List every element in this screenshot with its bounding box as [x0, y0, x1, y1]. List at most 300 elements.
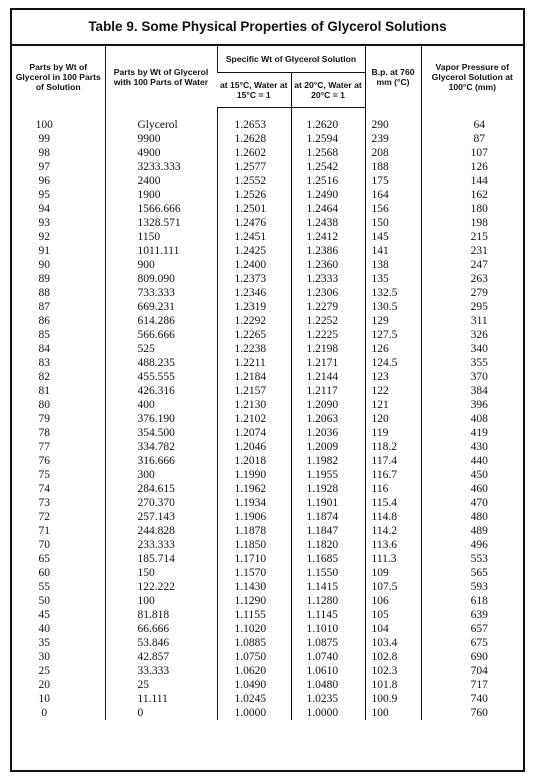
cell-specific-weight-15c: 1.2577 — [217, 160, 291, 174]
cell-parts-with-water: 257.143 — [105, 510, 217, 524]
cell-parts-with-water: 376.190 — [105, 412, 217, 426]
cell-boiling-point: 115.4 — [365, 496, 421, 510]
cell-parts-in-solution: 60 — [38, 567, 50, 579]
cell-boiling-point: 135 — [365, 272, 421, 286]
cell-parts-with-water: 25 — [105, 678, 217, 692]
cell-specific-weight-15c: 1.2292 — [217, 314, 291, 328]
cell-specific-weight-20c: 1.2090 — [291, 398, 365, 412]
cell-parts-in-solution: 99 — [38, 133, 50, 145]
cell-vapor-pressure: 618 — [421, 594, 523, 608]
cell-parts-in-solution: 76 — [38, 455, 50, 467]
cell-vapor-pressure: 460 — [421, 482, 523, 496]
cell-specific-weight-15c: 1.2653 — [217, 108, 291, 133]
cell-specific-weight-20c: 1.2464 — [291, 202, 365, 216]
cell-specific-weight-20c: 1.0235 — [291, 692, 365, 706]
glycerol-properties-table — [12, 46, 523, 720]
cell-boiling-point: 208 — [365, 146, 421, 160]
cell-specific-weight-15c: 1.1290 — [217, 594, 291, 608]
cell-specific-weight-20c: 1.1928 — [291, 482, 365, 496]
table-row — [12, 538, 523, 552]
cell-boiling-point: 124.5 — [365, 356, 421, 370]
table-row — [12, 286, 523, 300]
cell-parts-in-solution: 71 — [38, 525, 50, 537]
table-row — [12, 258, 523, 272]
table-row — [12, 356, 523, 370]
cell-specific-weight-20c: 1.2620 — [291, 108, 365, 133]
table-row — [12, 636, 523, 650]
cell-parts-with-water: 733.333 — [105, 286, 217, 300]
cell-specific-weight-20c: 1.0740 — [291, 650, 365, 664]
cell-specific-weight-20c: 1.2144 — [291, 370, 365, 384]
cell-specific-weight-20c: 1.2386 — [291, 244, 365, 258]
cell-vapor-pressure: 355 — [421, 356, 523, 370]
cell-specific-weight-20c: 1.2333 — [291, 272, 365, 286]
cell-parts-in-solution: 30 — [38, 651, 50, 663]
cell-specific-weight-15c: 1.2552 — [217, 174, 291, 188]
cell-boiling-point: 118.2 — [365, 440, 421, 454]
cell-parts-with-water: 3233.333 — [105, 160, 217, 174]
cell-parts-with-water: 354.500 — [105, 426, 217, 440]
cell-boiling-point: 119 — [365, 426, 421, 440]
cell-boiling-point: 126 — [365, 342, 421, 356]
cell-specific-weight-15c: 1.1990 — [217, 468, 291, 482]
cell-parts-with-water: 1011.111 — [105, 244, 217, 258]
cell-parts-with-water: 270.370 — [105, 496, 217, 510]
table-row — [12, 146, 523, 160]
cell-boiling-point: 188 — [365, 160, 421, 174]
cell-specific-weight-15c: 1.1962 — [217, 482, 291, 496]
cell-specific-weight-20c: 1.2225 — [291, 328, 365, 342]
cell-boiling-point: 138 — [365, 258, 421, 272]
header-boiling-point: B.p. at 760 mm (°C) — [365, 46, 421, 108]
cell-vapor-pressure: 340 — [421, 342, 523, 356]
table-row — [12, 608, 523, 622]
cell-specific-weight-15c: 1.1934 — [217, 496, 291, 510]
header-specific-weight-group: Specific Wt of Glycerol Solution — [217, 46, 365, 73]
cell-boiling-point: 106 — [365, 594, 421, 608]
cell-vapor-pressure: 279 — [421, 286, 523, 300]
cell-boiling-point: 114.8 — [365, 510, 421, 524]
cell-specific-weight-15c: 1.1878 — [217, 524, 291, 538]
cell-boiling-point: 100.9 — [365, 692, 421, 706]
cell-parts-with-water: 33.333 — [105, 664, 217, 678]
table-row — [12, 216, 523, 230]
cell-specific-weight-20c: 1.2516 — [291, 174, 365, 188]
cell-boiling-point: 175 — [365, 174, 421, 188]
table-row — [12, 412, 523, 426]
cell-parts-in-solution: 73 — [38, 497, 50, 509]
table-row — [12, 650, 523, 664]
cell-boiling-point: 109 — [365, 566, 421, 580]
cell-parts-in-solution: 87 — [38, 301, 50, 313]
cell-boiling-point: 127.5 — [365, 328, 421, 342]
cell-boiling-point: 105 — [365, 608, 421, 622]
cell-boiling-point: 101.8 — [365, 678, 421, 692]
cell-boiling-point: 164 — [365, 188, 421, 202]
cell-specific-weight-15c: 1.1570 — [217, 566, 291, 580]
cell-parts-with-water: 0 — [105, 706, 217, 720]
cell-parts-with-water: 81.818 — [105, 608, 217, 622]
cell-specific-weight-15c: 1.2211 — [217, 356, 291, 370]
table-row — [12, 692, 523, 706]
table-row — [12, 510, 523, 524]
cell-specific-weight-20c: 1.1685 — [291, 552, 365, 566]
cell-specific-weight-20c: 1.1280 — [291, 594, 365, 608]
table-row — [12, 188, 523, 202]
cell-specific-weight-15c: 1.0245 — [217, 692, 291, 706]
cell-specific-weight-20c: 1.2412 — [291, 230, 365, 244]
cell-parts-in-solution: 10 — [38, 693, 50, 705]
cell-specific-weight-15c: 1.2238 — [217, 342, 291, 356]
cell-parts-in-solution: 83 — [38, 357, 50, 369]
table-row — [12, 482, 523, 496]
cell-parts-in-solution: 75 — [38, 469, 50, 481]
cell-vapor-pressure: 657 — [421, 622, 523, 636]
cell-boiling-point: 123 — [365, 370, 421, 384]
cell-specific-weight-20c: 1.1550 — [291, 566, 365, 580]
cell-parts-with-water: 1150 — [105, 230, 217, 244]
cell-parts-in-solution: 82 — [38, 371, 50, 383]
table-row — [12, 580, 523, 594]
table-row — [12, 132, 523, 146]
cell-boiling-point: 102.3 — [365, 664, 421, 678]
cell-parts-in-solution: 98 — [38, 147, 50, 159]
cell-boiling-point: 121 — [365, 398, 421, 412]
table-row — [12, 342, 523, 356]
cell-specific-weight-20c: 1.1955 — [291, 468, 365, 482]
cell-parts-in-solution: 100 — [35, 118, 53, 131]
table-body — [12, 108, 523, 721]
cell-specific-weight-15c: 1.2628 — [217, 132, 291, 146]
cell-specific-weight-15c: 1.2074 — [217, 426, 291, 440]
cell-specific-weight-15c: 1.1430 — [217, 580, 291, 594]
cell-boiling-point: 122 — [365, 384, 421, 398]
cell-specific-weight-15c: 1.2102 — [217, 412, 291, 426]
cell-specific-weight-15c: 1.2602 — [217, 146, 291, 160]
cell-vapor-pressure: 311 — [421, 314, 523, 328]
cell-specific-weight-15c: 1.1020 — [217, 622, 291, 636]
cell-parts-with-water: 42.857 — [105, 650, 217, 664]
cell-parts-with-water: 11.111 — [105, 692, 217, 706]
table-row — [12, 174, 523, 188]
cell-vapor-pressure: 198 — [421, 216, 523, 230]
cell-specific-weight-15c: 1.2046 — [217, 440, 291, 454]
cell-specific-weight-15c: 1.2184 — [217, 370, 291, 384]
cell-parts-in-solution: 79 — [38, 413, 50, 425]
table-row — [12, 454, 523, 468]
table-page — [10, 8, 525, 772]
cell-boiling-point: 130.5 — [365, 300, 421, 314]
cell-specific-weight-20c: 1.2009 — [291, 440, 365, 454]
cell-parts-in-solution: 95 — [38, 189, 50, 201]
cell-vapor-pressure: 408 — [421, 412, 523, 426]
cell-boiling-point: 132.5 — [365, 286, 421, 300]
cell-parts-in-solution: 35 — [38, 637, 50, 649]
cell-specific-weight-15c: 1.2425 — [217, 244, 291, 258]
cell-parts-in-solution: 94 — [38, 203, 50, 215]
cell-vapor-pressure: 704 — [421, 664, 523, 678]
cell-vapor-pressure: 144 — [421, 174, 523, 188]
cell-specific-weight-20c: 1.2063 — [291, 412, 365, 426]
cell-vapor-pressure: 690 — [421, 650, 523, 664]
cell-parts-in-solution: 0 — [41, 707, 48, 719]
table-row — [12, 426, 523, 440]
cell-parts-with-water: Glycerol — [105, 108, 217, 133]
cell-specific-weight-15c: 1.2476 — [217, 216, 291, 230]
cell-specific-weight-15c: 1.0620 — [217, 664, 291, 678]
cell-specific-weight-15c: 1.2018 — [217, 454, 291, 468]
cell-parts-with-water: 9900 — [105, 132, 217, 146]
cell-vapor-pressure: 760 — [421, 706, 523, 720]
cell-parts-with-water: 316.666 — [105, 454, 217, 468]
cell-boiling-point: 117.4 — [365, 454, 421, 468]
cell-specific-weight-20c: 1.1145 — [291, 608, 365, 622]
cell-boiling-point: 120 — [365, 412, 421, 426]
cell-specific-weight-15c: 1.1906 — [217, 510, 291, 524]
cell-parts-with-water: 809.090 — [105, 272, 217, 286]
table-row — [12, 314, 523, 328]
cell-boiling-point: 145 — [365, 230, 421, 244]
cell-parts-with-water: 53.846 — [105, 636, 217, 650]
cell-parts-in-solution: 86 — [38, 315, 50, 327]
cell-vapor-pressure: 162 — [421, 188, 523, 202]
cell-parts-in-solution: 84 — [38, 343, 50, 355]
cell-vapor-pressure: 215 — [421, 230, 523, 244]
cell-specific-weight-15c: 1.2346 — [217, 286, 291, 300]
cell-parts-in-solution: 89 — [38, 273, 50, 285]
cell-parts-in-solution: 80 — [38, 399, 50, 411]
cell-parts-with-water: 66.666 — [105, 622, 217, 636]
cell-parts-in-solution: 70 — [38, 539, 50, 551]
header-specific-weight-15c: at 15°C, Water at 15°C = 1 — [217, 73, 291, 108]
cell-vapor-pressure: 107 — [421, 146, 523, 160]
cell-specific-weight-20c: 1.1901 — [291, 496, 365, 510]
cell-boiling-point: 114.2 — [365, 524, 421, 538]
cell-vapor-pressure: 370 — [421, 370, 523, 384]
cell-specific-weight-15c: 1.0750 — [217, 650, 291, 664]
table-row — [12, 552, 523, 566]
cell-parts-with-water: 426.316 — [105, 384, 217, 398]
cell-parts-with-water: 614.286 — [105, 314, 217, 328]
cell-vapor-pressure: 496 — [421, 538, 523, 552]
cell-parts-in-solution: 91 — [38, 245, 50, 257]
cell-parts-in-solution: 72 — [38, 511, 50, 523]
table-row — [12, 244, 523, 258]
cell-specific-weight-20c: 1.2306 — [291, 286, 365, 300]
cell-parts-with-water: 566.666 — [105, 328, 217, 342]
cell-parts-in-solution: 85 — [38, 329, 50, 341]
header-parts-in-solution: Parts by Wt of Glycerol in 100 Parts of Solution — [15, 61, 101, 92]
cell-specific-weight-20c: 1.2490 — [291, 188, 365, 202]
cell-parts-in-solution: 97 — [38, 161, 50, 173]
cell-boiling-point: 156 — [365, 202, 421, 216]
cell-specific-weight-15c: 1.2451 — [217, 230, 291, 244]
cell-parts-in-solution: 81 — [38, 385, 50, 397]
cell-specific-weight-20c: 1.1820 — [291, 538, 365, 552]
cell-specific-weight-20c: 1.2279 — [291, 300, 365, 314]
cell-parts-with-water: 284.615 — [105, 482, 217, 496]
table-row — [12, 594, 523, 608]
cell-specific-weight-15c: 1.2157 — [217, 384, 291, 398]
cell-parts-with-water: 300 — [105, 468, 217, 482]
cell-vapor-pressure: 396 — [421, 398, 523, 412]
cell-specific-weight-20c: 1.1847 — [291, 524, 365, 538]
cell-specific-weight-20c: 1.2117 — [291, 384, 365, 398]
cell-specific-weight-20c: 1.2252 — [291, 314, 365, 328]
cell-specific-weight-20c: 1.0610 — [291, 664, 365, 678]
cell-vapor-pressure: 430 — [421, 440, 523, 454]
cell-parts-with-water: 525 — [105, 342, 217, 356]
table-row — [12, 230, 523, 244]
cell-parts-in-solution: 78 — [38, 427, 50, 439]
table-header — [12, 46, 523, 108]
cell-parts-in-solution: 25 — [38, 665, 50, 677]
table-row — [12, 440, 523, 454]
cell-boiling-point: 116.7 — [365, 468, 421, 482]
cell-parts-in-solution: 55 — [38, 581, 50, 593]
header-specific-weight-20c: at 20°C, Water at 20°C = 1 — [291, 73, 365, 108]
cell-boiling-point: 111.3 — [365, 552, 421, 566]
cell-specific-weight-20c: 1.1982 — [291, 454, 365, 468]
cell-vapor-pressure: 247 — [421, 258, 523, 272]
table-title: Table 9. Some Physical Properties of Glycerol Solutions — [12, 10, 523, 46]
table-row — [12, 496, 523, 510]
cell-vapor-pressure: 593 — [421, 580, 523, 594]
cell-specific-weight-20c: 1.0480 — [291, 678, 365, 692]
table-row — [12, 160, 523, 174]
table-row — [12, 108, 523, 133]
cell-parts-with-water: 1566.666 — [105, 202, 217, 216]
table-row — [12, 566, 523, 580]
cell-vapor-pressure: 480 — [421, 510, 523, 524]
cell-parts-in-solution: 77 — [38, 441, 50, 453]
table-row — [12, 524, 523, 538]
cell-vapor-pressure: 717 — [421, 678, 523, 692]
cell-parts-in-solution: 88 — [38, 287, 50, 299]
cell-specific-weight-15c: 1.0885 — [217, 636, 291, 650]
cell-parts-in-solution: 65 — [38, 553, 50, 565]
cell-boiling-point: 103.4 — [365, 636, 421, 650]
cell-specific-weight-15c: 1.2400 — [217, 258, 291, 272]
cell-parts-with-water: 669.231 — [105, 300, 217, 314]
cell-parts-with-water: 185.714 — [105, 552, 217, 566]
header-vapor-pressure: Vapor Pressure of Glycerol Solution at 100°C (mm) — [421, 46, 523, 108]
cell-parts-with-water: 122.222 — [105, 580, 217, 594]
cell-parts-with-water: 1900 — [105, 188, 217, 202]
table-row — [12, 384, 523, 398]
cell-vapor-pressure: 553 — [421, 552, 523, 566]
cell-specific-weight-15c: 1.1710 — [217, 552, 291, 566]
cell-boiling-point: 290 — [365, 108, 421, 133]
cell-parts-with-water: 455.555 — [105, 370, 217, 384]
table-row — [12, 706, 523, 720]
cell-specific-weight-20c: 1.1415 — [291, 580, 365, 594]
cell-vapor-pressure: 326 — [421, 328, 523, 342]
cell-parts-with-water: 1328.571 — [105, 216, 217, 230]
table-row — [12, 202, 523, 216]
cell-boiling-point: 107.5 — [365, 580, 421, 594]
cell-specific-weight-15c: 1.2373 — [217, 272, 291, 286]
cell-vapor-pressure: 384 — [421, 384, 523, 398]
cell-parts-in-solution: 93 — [38, 217, 50, 229]
cell-parts-with-water: 100 — [105, 594, 217, 608]
cell-parts-with-water: 488.235 — [105, 356, 217, 370]
cell-parts-in-solution: 40 — [38, 623, 50, 635]
cell-parts-with-water: 4900 — [105, 146, 217, 160]
cell-specific-weight-20c: 1.0000 — [291, 706, 365, 720]
cell-parts-in-solution: 50 — [38, 595, 50, 607]
cell-vapor-pressure: 639 — [421, 608, 523, 622]
cell-specific-weight-20c: 1.2198 — [291, 342, 365, 356]
cell-parts-in-solution: 45 — [38, 609, 50, 621]
cell-parts-with-water: 400 — [105, 398, 217, 412]
cell-vapor-pressure: 565 — [421, 566, 523, 580]
cell-parts-in-solution: 92 — [38, 231, 50, 243]
cell-parts-with-water: 2400 — [105, 174, 217, 188]
cell-specific-weight-20c: 1.2171 — [291, 356, 365, 370]
table-row — [12, 370, 523, 384]
table-row — [12, 300, 523, 314]
cell-specific-weight-20c: 1.1874 — [291, 510, 365, 524]
cell-specific-weight-15c: 1.2501 — [217, 202, 291, 216]
cell-boiling-point: 104 — [365, 622, 421, 636]
table-row — [12, 468, 523, 482]
cell-vapor-pressure: 64 — [421, 108, 523, 133]
cell-vapor-pressure: 489 — [421, 524, 523, 538]
cell-parts-with-water: 233.333 — [105, 538, 217, 552]
cell-boiling-point: 116 — [365, 482, 421, 496]
cell-parts-in-solution: 90 — [38, 259, 50, 271]
cell-boiling-point: 239 — [365, 132, 421, 146]
cell-parts-with-water: 900 — [105, 258, 217, 272]
cell-specific-weight-15c: 1.2319 — [217, 300, 291, 314]
header-parts-with-water: Parts by Wt of Glycerol with 100 Parts of Water — [105, 46, 217, 108]
table-row — [12, 622, 523, 636]
cell-parts-with-water: 150 — [105, 566, 217, 580]
cell-specific-weight-20c: 1.2036 — [291, 426, 365, 440]
cell-vapor-pressure: 180 — [421, 202, 523, 216]
cell-vapor-pressure: 450 — [421, 468, 523, 482]
cell-specific-weight-15c: 1.2265 — [217, 328, 291, 342]
cell-specific-weight-15c: 1.0490 — [217, 678, 291, 692]
cell-boiling-point: 150 — [365, 216, 421, 230]
cell-specific-weight-15c: 1.1155 — [217, 608, 291, 622]
cell-boiling-point: 100 — [365, 706, 421, 720]
table-row — [12, 272, 523, 286]
cell-boiling-point: 113.6 — [365, 538, 421, 552]
cell-specific-weight-20c: 1.2438 — [291, 216, 365, 230]
cell-specific-weight-20c: 1.2360 — [291, 258, 365, 272]
cell-parts-in-solution: 74 — [38, 483, 50, 495]
cell-parts-in-solution: 96 — [38, 175, 50, 187]
cell-specific-weight-15c: 1.1850 — [217, 538, 291, 552]
table-row — [12, 328, 523, 342]
cell-parts-with-water: 334.782 — [105, 440, 217, 454]
cell-vapor-pressure: 740 — [421, 692, 523, 706]
table-row — [12, 678, 523, 692]
cell-vapor-pressure: 440 — [421, 454, 523, 468]
cell-specific-weight-20c: 1.1010 — [291, 622, 365, 636]
cell-vapor-pressure: 675 — [421, 636, 523, 650]
cell-vapor-pressure: 87 — [421, 132, 523, 146]
cell-specific-weight-15c: 1.2526 — [217, 188, 291, 202]
cell-boiling-point: 141 — [365, 244, 421, 258]
cell-vapor-pressure: 419 — [421, 426, 523, 440]
cell-boiling-point: 102.8 — [365, 650, 421, 664]
cell-vapor-pressure: 263 — [421, 272, 523, 286]
table-row — [12, 398, 523, 412]
cell-boiling-point: 129 — [365, 314, 421, 328]
